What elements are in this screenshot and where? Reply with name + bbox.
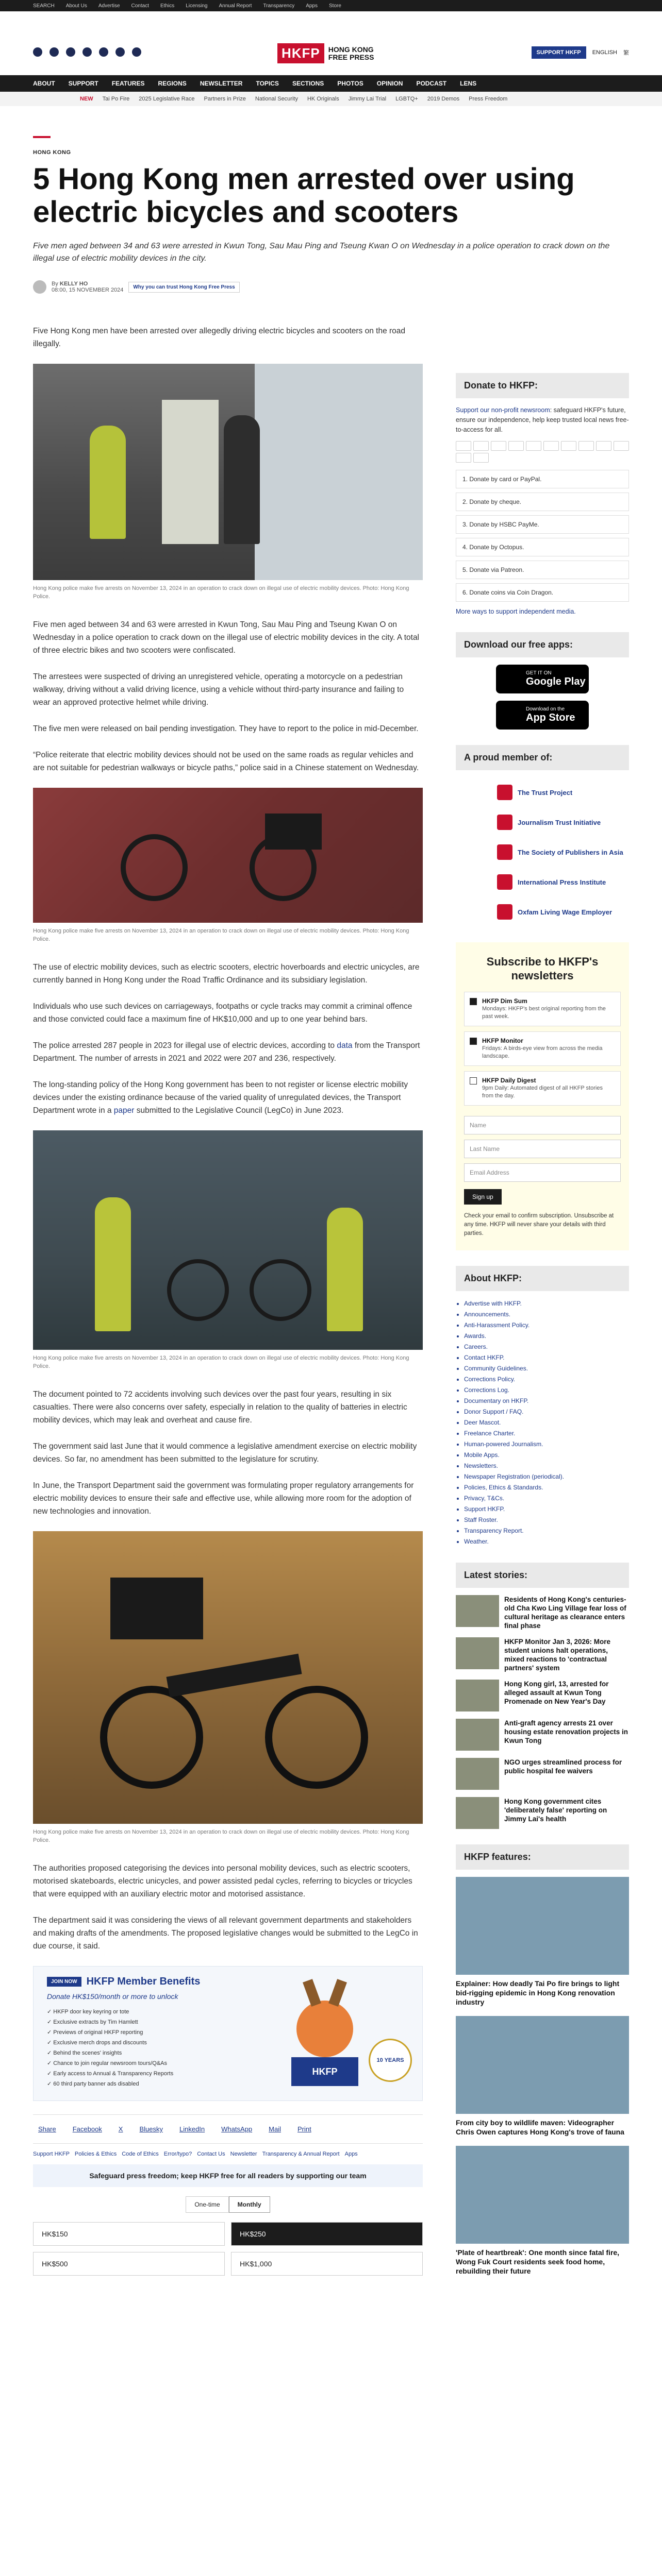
donate-widget (456, 373, 629, 617)
last-name-input[interactable]: Last Name (464, 1140, 621, 1158)
trending-link[interactable]: Partners in Prize (204, 96, 246, 102)
trending-link[interactable]: Jimmy Lai Trial (348, 96, 387, 102)
trust-link[interactable]: Why you can trust Hong Kong Free Press (128, 282, 239, 293)
donate-option[interactable]: 6. Donate coins via Coin Dragon. (456, 583, 629, 602)
donate-description: : safeguard HKFP's future, ensure our independence, help keep trusted local news free-to-access for all. (456, 406, 629, 433)
feature-image (456, 1877, 629, 1975)
latest-story[interactable] (456, 1637, 629, 1672)
feature-title[interactable]: From city boy to wildlife maven: Videographer Chris Owen captures Hong Kong's trove of fauna (456, 2119, 624, 2136)
paragraph-8 (33, 1039, 423, 1065)
name-input[interactable]: Name (464, 1116, 621, 1134)
newsletter-widget (456, 942, 629, 1250)
topbar-link[interactable]: About Us (65, 3, 87, 9)
paragraph-11: The government said last June that it would commence a legislative amendment exercise on electric mobility devices. So far, no amendment has been submitted to the legislature for scrutiny. (33, 1442, 417, 1464)
benefit-item: ✓ Behind the scenes' insights (47, 2050, 122, 2056)
caption-3: Hong Kong police make five arrests on November 13, 2024 in an operation to crack down on illegal use of electric mobility devices. Photo: Hong Kong Police. (33, 1355, 409, 1369)
author-name[interactable]: KELLY HO (59, 281, 88, 287)
chinese-switch[interactable]: 繁 (623, 50, 629, 56)
frequency-toggle (33, 2196, 423, 2213)
story-thumbnail (456, 1637, 499, 1669)
membership-logo[interactable] (456, 837, 629, 867)
nav-item[interactable]: ABOUT (33, 80, 55, 87)
latest-heading: Latest stories: (456, 1563, 629, 1588)
app-store-badge[interactable] (496, 701, 589, 730)
mascot-label: HKFP (291, 2057, 358, 2086)
amount-option[interactable]: HK$500 (33, 2252, 225, 2276)
footer-link[interactable]: Code of Ethics (122, 2151, 159, 2157)
payment-icons (456, 441, 629, 463)
trending-link[interactable]: 2025 Legislative Race (139, 96, 195, 102)
share-bar (33, 2114, 423, 2144)
member-benefits-banner[interactable] (33, 1966, 423, 2101)
newsletter-options (464, 992, 621, 1106)
about-widget (456, 1266, 629, 1547)
paper-link[interactable]: paper (113, 1106, 135, 1115)
figure-4 (33, 1531, 423, 1844)
about-link[interactable]: • Weather. (464, 1536, 629, 1547)
story-title[interactable]: Hong Kong government cites 'deliberately false' reporting on Jimmy Lai's health (504, 1798, 607, 1823)
logo-line-1: HONG KONG (328, 45, 374, 54)
amount-option[interactable]: HK$1,000 (231, 2252, 423, 2276)
trending-links (103, 96, 508, 102)
logo-line-2: FREE PRESS (328, 53, 374, 61)
membership-logos (456, 777, 629, 927)
footer-link[interactable]: Newsletter (230, 2151, 257, 2157)
photo-electric-bike (33, 1531, 423, 1824)
nav-item[interactable]: SECTIONS (292, 80, 324, 87)
amount-option[interactable]: HK$150 (33, 2222, 225, 2246)
ten-years-badge: 10 YEARS (369, 2039, 412, 2082)
latest-story[interactable] (456, 1595, 629, 1630)
apps-widget (456, 632, 629, 730)
header-actions (532, 46, 629, 59)
latest-story[interactable] (456, 1797, 629, 1829)
about-link[interactable]: • Advertise with HKFP. (464, 1298, 629, 1309)
social-icons (33, 47, 141, 57)
about-link[interactable]: • Anti-Harassment Policy. (464, 1320, 629, 1331)
story-thumbnail (456, 1758, 499, 1790)
youtube-icon[interactable] (82, 47, 92, 57)
nav-item[interactable]: FEATURES (111, 80, 145, 87)
features-widget (456, 1844, 629, 2276)
about-heading: About HKFP: (456, 1266, 629, 1291)
site-logo[interactable] (277, 43, 374, 63)
more-ways-link[interactable]: More ways to support independent media. (456, 608, 576, 615)
story-thumbnail (456, 1797, 499, 1829)
donate-options (456, 470, 629, 602)
google-play-label: Google Play (526, 676, 586, 687)
about-link[interactable]: • Deer Mascot. (464, 1417, 629, 1428)
paragraph-3: The arrestees were suspected of driving an unregistered vehicle, operating a motorcycle on a pedestrian walkway, driving without a valid driving licence, using a vehicle without third-party insurance and failing to wear an approved protective helmet while driving. (33, 672, 404, 707)
monthly-option[interactable]: Monthly (229, 2196, 270, 2213)
payme-icon (596, 441, 611, 451)
app-store-label: App Store (526, 712, 575, 723)
latest-widget (456, 1563, 629, 1829)
feature-story[interactable] (456, 1877, 629, 2007)
figure-2 (33, 788, 423, 943)
nav-item[interactable]: PODCAST (416, 80, 447, 87)
paragraph-1: Five Hong Kong men have been arrested over allegedly driving electric bicycles and scooters on the road illegally. (33, 327, 406, 348)
donation-amounts (33, 2222, 423, 2276)
top-utility-bar (0, 0, 662, 11)
feature-image (456, 2016, 629, 2114)
octopus-icon (614, 441, 629, 451)
topbar-link[interactable]: Annual Report (219, 3, 252, 9)
caption-4: Hong Kong police make five arrests on November 13, 2024 in an operation to crack down on illegal use of electric mobility devices. Photo: Hong Kong Police. (33, 1829, 409, 1843)
story-title[interactable]: Residents of Hong Kong's centuries-old Cha Kwo Ling Village fear loss of cultural heritage as clearance enters final phase (504, 1596, 626, 1630)
newsletter-heading: Subscribe to HKFP's newsletters (486, 955, 599, 982)
nav-item[interactable]: PHOTOS (337, 80, 363, 87)
caption-1: Hong Kong police make five arrests on November 13, 2024 in an operation to crack down on illegal use of electric mobility devices. Photo: Hong Kong Police. (33, 585, 409, 600)
one-time-option[interactable]: One-time (186, 2196, 228, 2213)
membership-logo[interactable] (456, 897, 629, 927)
benefits-list (47, 2007, 173, 2089)
linkedin-icon[interactable] (132, 47, 141, 57)
feature-story[interactable] (456, 2016, 629, 2137)
benefit-item: ✓ Exclusive extracts by Tim Hamlett (47, 2019, 138, 2025)
paragraph-7: Individuals who use such devices on carriageways, footpaths or cycle tracks may commit a criminal offence and those convicted could face a maximum fine of HK$10,000 and up to one year behind bars. (33, 1002, 412, 1024)
article-footer-links (33, 2144, 423, 2164)
data-link[interactable]: data (337, 1041, 353, 1050)
visa-icon (473, 441, 489, 451)
diners-icon (561, 441, 576, 451)
membership-logo[interactable] (456, 807, 629, 837)
benefits-title: HKFP Member Benefits (86, 1976, 201, 1987)
amount-option[interactable]: HK$250 (231, 2222, 423, 2246)
byline (33, 280, 423, 294)
donate-option[interactable]: 2. Donate by cheque. (456, 493, 629, 511)
about-link[interactable]: • Donor Support / FAQ. (464, 1406, 629, 1417)
about-link[interactable]: • Newspaper Registration (periodical). (464, 1471, 629, 1482)
about-link[interactable]: • Announcements. (464, 1309, 629, 1320)
photo-officers-checking-bikes (33, 1130, 423, 1350)
topbar-link[interactable]: Advertise (98, 3, 120, 9)
share-link[interactable]: Print (297, 2125, 311, 2133)
member-logo-icon (497, 904, 512, 920)
footer-link[interactable]: Transparency & Annual Report (262, 2151, 340, 2157)
about-link[interactable]: • Human-powered Journalism. (464, 1439, 629, 1450)
paypal-icon (526, 441, 541, 451)
donate-option[interactable]: 3. Donate by HSBC PayMe. (456, 515, 629, 534)
paragraph-14: The department said it was considering the views of all relevant government departments and stakeholders and making drafts of the amendments. The proposed legislative changes would be submitted to the LegCo in due course, it said. (33, 1916, 418, 1951)
about-links (456, 1298, 629, 1547)
newsletter-checkbox[interactable] (470, 1077, 477, 1084)
newsletter-checkbox[interactable] (470, 1038, 477, 1045)
main-navigation (0, 75, 662, 92)
paragraph-2: Five men aged between 34 and 63 were arrested in Kwun Tong, Sau Mau Ping and Tseung Kwan O on Wednesday in a police operation to crack down on the illegal use of electric mobility devices in the city. A total of three electric bikes and two scooters were confiscated. (33, 620, 420, 655)
trending-link[interactable]: Tai Po Fire (102, 96, 130, 102)
story-thumbnail (456, 1680, 499, 1711)
newsletter-note: Check your email to confirm subscription. Unsubscribe at any time. HKFP will never share your details with third parties. (464, 1213, 614, 1236)
logo-mark: HKFP (277, 43, 324, 63)
newsletter-option[interactable] (464, 1031, 621, 1066)
donate-option[interactable]: 5. Donate via Patreon. (456, 561, 629, 579)
feature-story[interactable] (456, 2146, 629, 2276)
paragraph-8-text-a: The police arrested 287 people in 2023 for illegal use of electric devices, according to (33, 1041, 337, 1050)
language-switch[interactable]: ENGLISH (592, 49, 617, 56)
figure-1 (33, 364, 423, 601)
app-store-small: Download on the (526, 706, 565, 712)
google-play-small: GET IT ON (526, 670, 552, 676)
benefit-item: ✓ Previews of original HKFP reporting (47, 2029, 143, 2036)
paragraph-9-text-a: The long-standing policy of the Hong Kong government has been to not register or license electric mobility devices under the existing ordinance because of the varied quality of unregulated devices, the Transport Department wrote in a (33, 1080, 408, 1115)
topbar-link[interactable]: Store (329, 3, 341, 9)
story-title[interactable]: Anti-graft agency arrests 21 over housing estate renovation projects in Kwun Tong (504, 1719, 628, 1744)
story-title[interactable]: NGO urges streamlined process for public hospital fee waivers (504, 1758, 622, 1775)
new-badge: NEW (80, 96, 93, 102)
trending-link[interactable]: 2019 Demos (427, 96, 460, 102)
features-heading: HKFP features: (456, 1844, 629, 1870)
story-thumbnail (456, 1595, 499, 1627)
mastercard-icon (456, 441, 471, 451)
benefit-item: ✓ HKFP door key keyring or tote (47, 2009, 129, 2015)
share-link[interactable]: Facebook (72, 2125, 102, 2133)
article-title: 5 Hong Kong men arrested over using electric bicycles and scooters (33, 162, 575, 229)
trending-link[interactable]: Press Freedom (469, 96, 508, 102)
about-link[interactable]: • Freelance Charter. (464, 1428, 629, 1439)
member-logo-icon (497, 844, 512, 860)
more-ways (456, 607, 629, 617)
apps-heading: Download our free apps: (456, 632, 629, 657)
publish-date: 08:00, 15 NOVEMBER 2024 (52, 287, 124, 293)
member-logo-icon (497, 874, 512, 890)
benefits-subtitle: Donate HK$150/month or more to unlock (47, 1992, 178, 2001)
newsletter-desc: Mondays: HKFP's best original reporting from the past week. (482, 1006, 606, 1020)
about-link[interactable]: • Community Guidelines. (464, 1363, 629, 1374)
paragraph-8-text-b: from the Transport Department. The number of arrests in 2021 and 2022 were 207 and 236, respectively. (33, 1041, 420, 1063)
fps-icon (456, 453, 471, 463)
discover-icon (578, 441, 594, 451)
site-header (0, 11, 662, 75)
google-play-badge[interactable] (496, 665, 589, 693)
caption-2: Hong Kong police make five arrests on November 13, 2024 in an operation to crack down on illegal use of electric mobility devices. Photo: Hong Kong Police. (33, 928, 409, 942)
nav-item[interactable]: OPINION (376, 80, 403, 87)
benefit-item: ✓ Chance to join regular newsroom tours/Q&As (47, 2060, 167, 2066)
benefit-item: ✓ Exclusive merch drops and discounts (47, 2040, 147, 2046)
member-name: Journalism Trust Initiative (518, 818, 601, 826)
signup-button[interactable]: Sign up (464, 1189, 502, 1205)
donate-strip: Safeguard press freedom; keep HKFP free for all readers by supporting our team (33, 2164, 423, 2187)
share-link[interactable]: LinkedIn (179, 2125, 205, 2133)
email-input[interactable]: Email Address (464, 1163, 621, 1182)
membership-logo[interactable] (456, 867, 629, 897)
latest-story[interactable] (456, 1719, 629, 1751)
facebook-icon[interactable] (33, 47, 42, 57)
about-link[interactable]: • Careers. (464, 1342, 629, 1352)
topbar-link[interactable]: Transparency (263, 3, 295, 9)
author-avatar (33, 280, 46, 294)
footer-link[interactable]: Policies & Ethics (74, 2151, 117, 2157)
paragraph-5: “Police reiterate that electric mobility devices should not be used on the same roads as regular vehicles and are not suitable for pedestrian walkways or bicycle paths,” police said in a Chinese statement on Wednesday. (33, 751, 419, 772)
support-newsroom-link[interactable]: Support our non-profit newsroom (456, 406, 550, 414)
instagram-icon[interactable] (66, 47, 75, 57)
threads-icon[interactable] (99, 47, 108, 57)
support-hkfp-button[interactable]: SUPPORT HKFP (532, 46, 586, 59)
x-icon[interactable] (49, 47, 59, 57)
about-link[interactable]: • Privacy, T&Cs. (464, 1493, 629, 1504)
benefit-item: ✓ 60 third party banner ads disabled (47, 2081, 139, 2087)
newsletter-option[interactable] (464, 992, 621, 1026)
newsletter-name: HKFP Dim Sum (482, 997, 527, 1005)
category-kicker[interactable]: HONG KONG (33, 149, 71, 156)
paragraph-10: The document pointed to 72 accidents involving such devices over the past four years, resulting in six casualties. There were also concerns over safety, especially in relation to the quality of batteries in electric mobility devices, which may leak and overheat and cause fire. (33, 1390, 407, 1425)
about-link[interactable]: • Awards. (464, 1331, 629, 1342)
about-link[interactable]: • Transparency Report. (464, 1526, 629, 1536)
newsletter-desc: Fridays: A birds-eye view from across the media landscape. (482, 1045, 603, 1059)
about-link[interactable]: • Contact HKFP. (464, 1352, 629, 1363)
membership-logo[interactable] (456, 777, 629, 807)
about-link[interactable]: • Policies, Ethics & Standards. (464, 1482, 629, 1493)
newsletter-name: HKFP Daily Digest (482, 1077, 536, 1084)
logo-wordmark (328, 46, 374, 61)
trending-navigation (0, 92, 662, 106)
share-link[interactable]: Bluesky (139, 2125, 163, 2133)
member-logo-icon (497, 815, 512, 830)
share-link[interactable]: WhatsApp (221, 2125, 253, 2133)
nav-item[interactable]: REGIONS (158, 80, 187, 87)
topbar-link[interactable]: Contact (131, 3, 149, 9)
topbar-link[interactable]: Licensing (186, 3, 208, 9)
donate-option[interactable]: 4. Donate by Octopus. (456, 538, 629, 556)
figure-3 (33, 1130, 423, 1370)
bluesky-icon[interactable] (115, 47, 125, 57)
topbar-link[interactable]: SEARCH (33, 3, 55, 9)
trending-link[interactable]: National Security (255, 96, 298, 102)
newsletter-name: HKFP Monitor (482, 1037, 523, 1044)
paragraph-13: The authorities proposed categorising the devices into personal mobility devices, such as electric scooters, motorised skateboards, electric unicycles, and power assisted pedal cycles, referring to bicycles or tricycles that were equipped with an auxiliary electric motor and motorised assistance. (33, 1864, 412, 1899)
footer-link[interactable]: Apps (344, 2151, 358, 2157)
topbar-link[interactable]: Ethics (160, 3, 175, 9)
newsletter-option[interactable] (464, 1071, 621, 1106)
feature-title[interactable]: Explainer: How deadly Tai Po fire brings to light bid-rigging epidemic in Hong Kong renovation industry (456, 1979, 620, 2006)
trending-link[interactable]: HK Originals (307, 96, 339, 102)
paragraph-4: The five men were released on bail pending investigation. They have to report to the police in mid-December. (33, 724, 419, 733)
nav-item[interactable]: LENS (460, 80, 477, 87)
member-name: International Press Institute (518, 878, 606, 886)
patreon-icon (473, 453, 489, 463)
about-link[interactable]: • Corrections Policy. (464, 1374, 629, 1385)
feature-stories (456, 1877, 629, 2276)
nav-item[interactable]: TOPICS (256, 80, 279, 87)
amex-icon (491, 441, 506, 451)
share-link[interactable]: X (118, 2125, 123, 2133)
topbar-link[interactable]: Apps (306, 3, 318, 9)
footer-link[interactable]: Support HKFP (33, 2151, 70, 2157)
nav-item[interactable]: NEWSLETTER (200, 80, 243, 87)
about-link[interactable]: • Mobile Apps. (464, 1450, 629, 1461)
share-link[interactable]: Mail (269, 2125, 281, 2133)
member-name: Oxfam Living Wage Employer (518, 908, 613, 916)
trending-link[interactable]: LGBTQ+ (395, 96, 418, 102)
about-link[interactable]: • Staff Roster. (464, 1515, 629, 1526)
kicker-rule (33, 136, 51, 138)
member-logo-icon (497, 785, 512, 800)
feature-image (456, 2146, 629, 2244)
share-link[interactable]: Share (38, 2125, 56, 2133)
about-link[interactable]: • Newsletters. (464, 1461, 629, 1471)
donate-text (456, 405, 629, 435)
photo-police-scooter (33, 364, 423, 580)
about-link[interactable]: • Corrections Log. (464, 1385, 629, 1396)
latest-stories (456, 1595, 629, 1829)
benefit-item: ✓ Early access to Annual & Transparency Reports (47, 2071, 174, 2077)
story-thumbnail (456, 1719, 499, 1751)
donate-option[interactable]: 1. Donate by card or PayPal. (456, 470, 629, 488)
memberships-heading: A proud member of: (456, 745, 629, 770)
join-now-badge[interactable]: JOIN NOW (47, 1977, 81, 1987)
donate-heading: Donate to HKFP: (456, 373, 629, 398)
about-link[interactable]: • Documentary on HKFP. (464, 1396, 629, 1406)
byline-text (52, 281, 123, 293)
footer-link[interactable]: Error/typo? (163, 2151, 192, 2157)
newsletter-desc: 9pm Daily: Automated digest of all HKFP stories from the day. (482, 1085, 603, 1099)
paragraph-9-text-b: submitted to the Legislative Council (LegCo) in June 2023. (134, 1106, 344, 1115)
jcb-icon (508, 441, 524, 451)
photo-confiscated-bike (33, 788, 423, 923)
feature-title[interactable]: 'Plate of heartbreak': One month since fatal fire, Wong Fuk Court residents seek food home, rebuilding their future (456, 2248, 620, 2275)
newsletter-checkbox[interactable] (470, 998, 477, 1005)
latest-story[interactable] (456, 1758, 629, 1790)
paragraph-12: In June, the Transport Department said the government was formulating proper regulatory arrangements for electric mobility devices to ensure their safe and effective use, while allowing more room for the adoption of new technologies and innovation. (33, 1481, 414, 1516)
memberships-widget (456, 745, 629, 927)
paragraph-6: The use of electric mobility devices, such as electric scooters, electric hoverboards and electric unicycles, are currently banned in Hong Kong under the Road Traffic Ordinance and its subsidiary legislation. (33, 963, 420, 985)
member-name: The Society of Publishers in Asia (518, 848, 623, 856)
story-title[interactable]: HKFP Monitor Jan 3, 2026: More student unions halt operations, mixed reactions to 'contractual partners' system (504, 1638, 611, 1672)
latest-story[interactable] (456, 1680, 629, 1711)
deer-mascot (276, 1980, 369, 2088)
article-lead: Five men aged between 34 and 63 were arrested in Kwun Tong, Sau Mau Ping and Tseung Kwan O on Wednesday in a police operation to crack down on the illegal use of electric mobility devices in the city. (33, 242, 610, 263)
member-name: The Trust Project (518, 788, 573, 796)
by-label: By (52, 281, 58, 287)
unionpay-icon (543, 441, 559, 451)
paragraph-9 (33, 1078, 423, 1117)
nav-item[interactable]: SUPPORT (68, 80, 98, 87)
about-link[interactable]: • Support HKFP. (464, 1504, 629, 1515)
footer-link[interactable]: Contact Us (197, 2151, 225, 2157)
story-title[interactable]: Hong Kong girl, 13, arrested for alleged assault at Kwun Tong Promenade on New Year's Day (504, 1680, 609, 1705)
